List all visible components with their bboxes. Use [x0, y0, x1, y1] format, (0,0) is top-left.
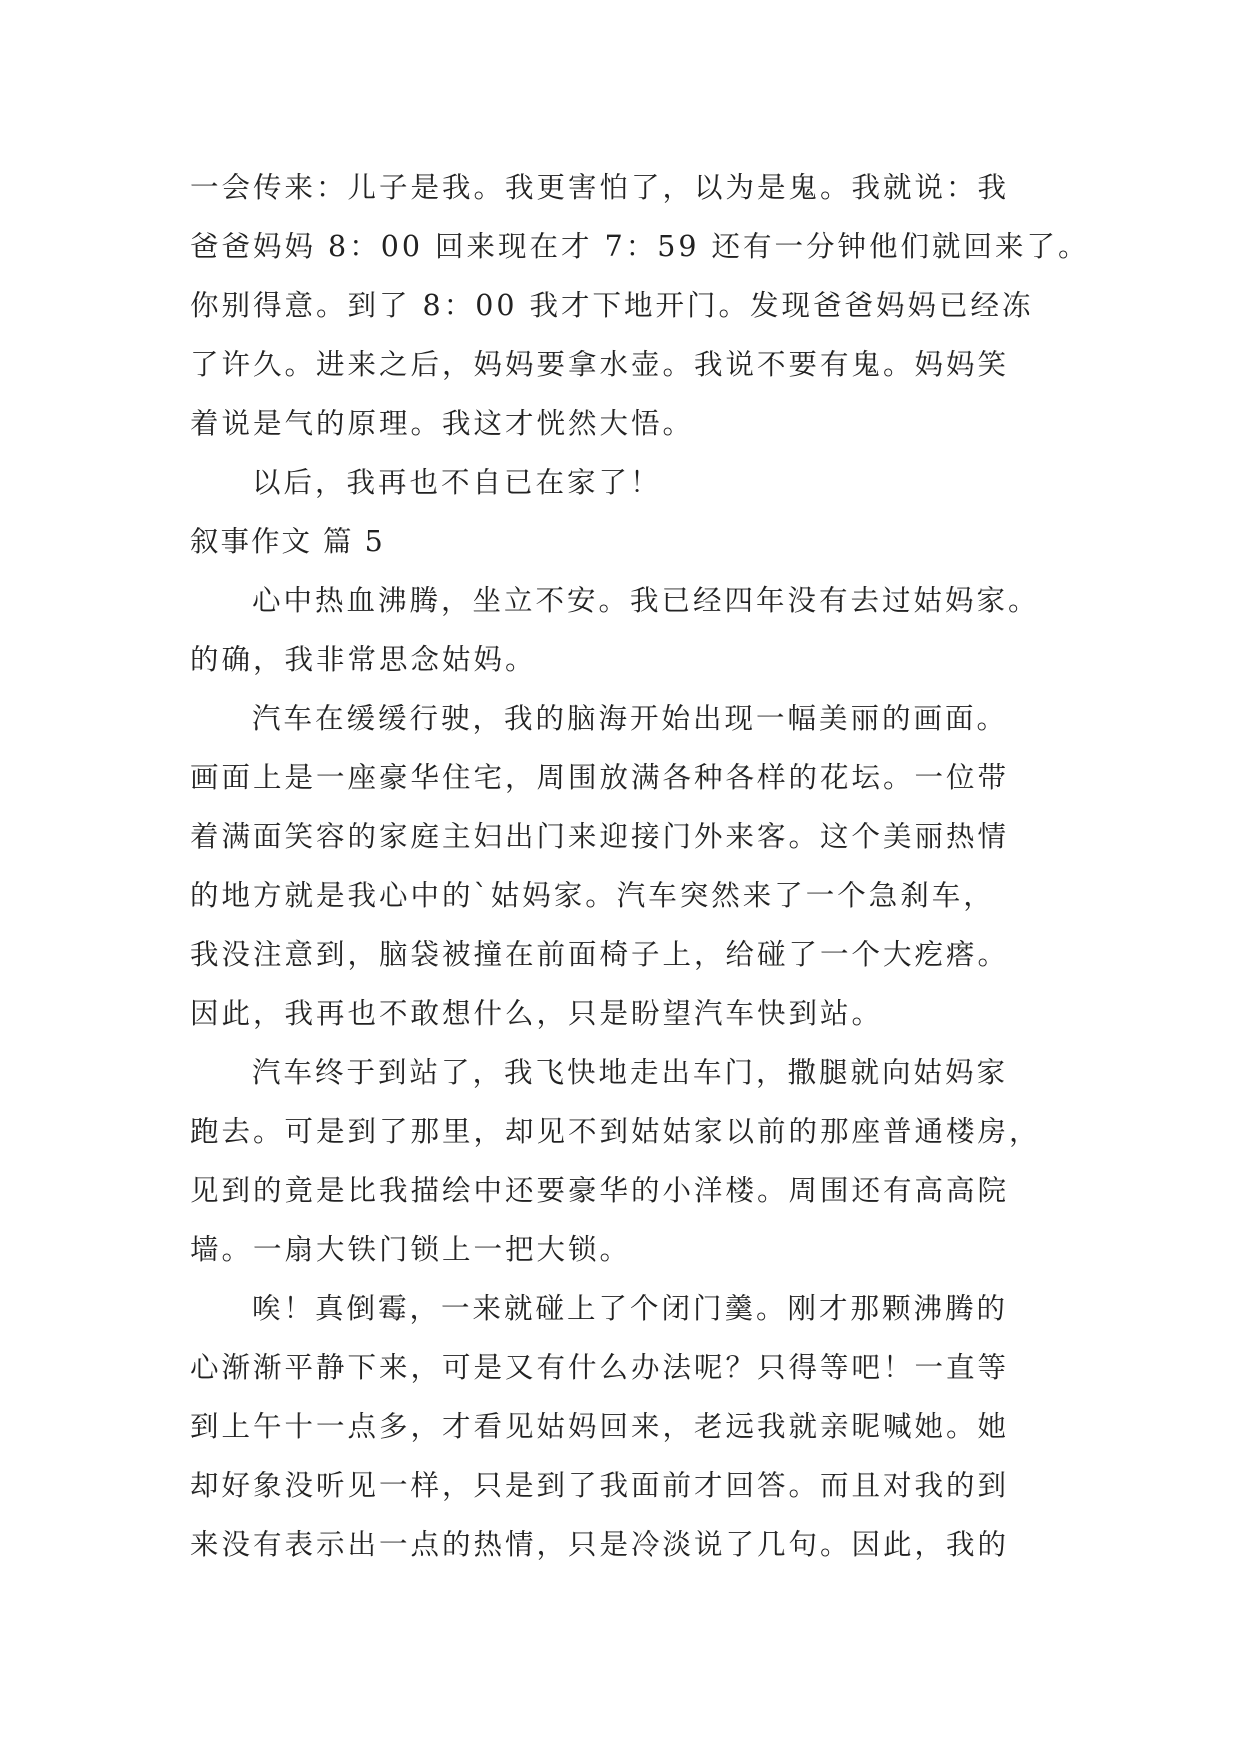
text-line: 着说是气的原理。我这才恍然大悟。: [190, 407, 695, 440]
section-heading: 叙事作文 篇 5: [190, 525, 385, 558]
text-line: 墙。一扇大铁门锁上一把大锁。: [190, 1233, 632, 1266]
paragraph-first-line: 汽车终于到站了，我飞快地走出车门，撒腿就向姑妈家: [252, 1056, 1009, 1089]
text-line: 见到的竟是比我描绘中还要豪华的小洋楼。周围还有高高院: [190, 1174, 1010, 1207]
paragraph-first-line: 心中热血沸腾，坐立不安。我已经四年没有去过姑妈家。: [252, 584, 1040, 617]
text-line: 一会传来：儿子是我。我更害怕了，以为是鬼。我就说：我: [190, 171, 1010, 204]
text-line: 了许久。进来之后，妈妈要拿水壶。我说不要有鬼。妈妈笑: [190, 348, 1010, 381]
text-line: 着满面笑容的家庭主妇出门来迎接门外来客。这个美丽热情: [190, 820, 1010, 853]
text-line: 我没注意到，脑袋被撞在前面椅子上，给碰了一个大疙瘩。: [190, 938, 1010, 971]
text-line: 到上午十一点多，才看见姑妈回来，老远我就亲昵喊她。她: [190, 1410, 1010, 1443]
text-line: 的地方就是我心中的`姑妈家。汽车突然来了一个急刹车，: [190, 879, 995, 912]
text-line: 的确，我非常思念姑妈。: [190, 643, 537, 676]
paragraph-first-line: 唉！真倒霉，一来就碰上了个闭门羹。刚才那颗沸腾的: [252, 1292, 1009, 1325]
text-line: 爸爸妈妈 8：00 回来现在才 7：59 还有一分钟他们就回来了。: [190, 230, 1090, 263]
text-line: 因此，我再也不敢想什么，只是盼望汽车快到站。: [190, 997, 884, 1030]
text-line: 心渐渐平静下来，可是又有什么办法呢？只得等吧！一直等: [190, 1351, 1010, 1384]
paragraph-first-line: 汽车在缓缓行驶，我的脑海开始出现一幅美丽的画面。: [252, 702, 1009, 735]
text-line: 跑去。可是到了那里，却见不到姑姑家以前的那座普通楼房，: [190, 1115, 1041, 1148]
text-line: 却好象没听见一样，只是到了我面前才回答。而且对我的到: [190, 1469, 1010, 1502]
text-line: 来没有表示出一点的热情，只是冷淡说了几句。因此，我的: [190, 1528, 1010, 1561]
text-line: 画面上是一座豪华住宅，周围放满各种各样的花坛。一位带: [190, 761, 1010, 794]
document-page: [190, 158, 1090, 1574]
paragraph-first-line: 以后，我再也不自已在家了！: [252, 466, 662, 499]
text-line: 你别得意。到了 8：00 我才下地开门。发现爸爸妈妈已经冻: [190, 289, 1034, 322]
